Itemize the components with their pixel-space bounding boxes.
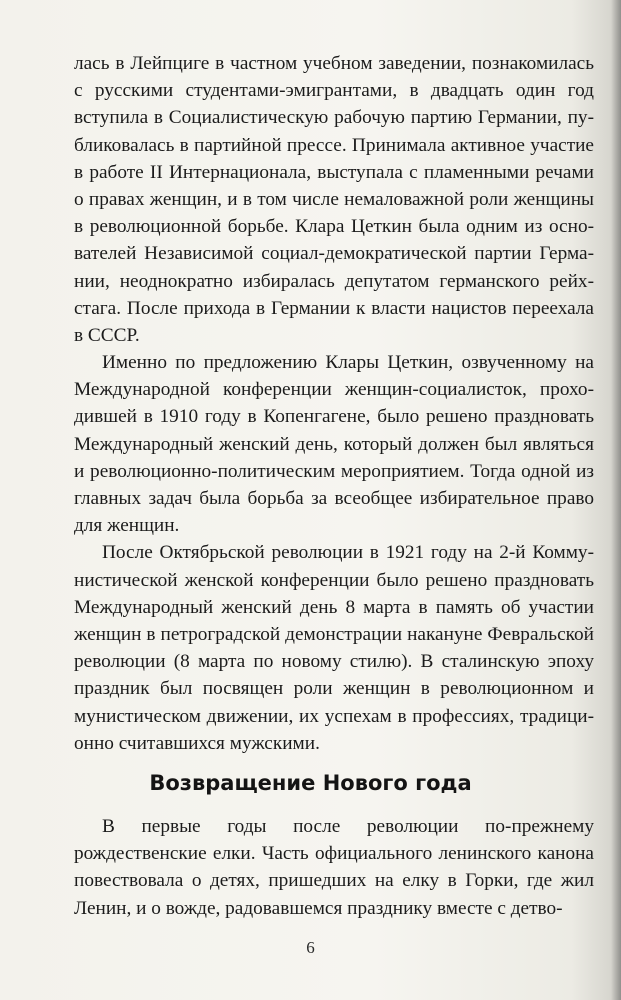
body-text-bottom (74, 813, 594, 922)
paragraph (74, 539, 594, 757)
text-line: революции (8 марта по новому стилю). В сталинскую эпоху (74, 651, 594, 673)
paragraph (74, 349, 594, 539)
text-line: нистической женской конференции было решено праздновать (74, 569, 594, 591)
page-number: 6 (306, 938, 315, 957)
text-line: Именно по предложению Клары Цеткин, озвученному на (102, 352, 594, 374)
text-line: После Октябрьской революции в 1921 году на 2-й Комму- (102, 542, 594, 564)
text-line: и революционно-политическим мероприятием. Тогда одной из (74, 460, 594, 482)
text-line: онно считавшихся мужскими. (74, 732, 320, 754)
text-line: повествовала о детях, пришедших на елку в Горки, где жил (74, 870, 594, 892)
text-line: мунистическом движении, их успехам в профессиях, традици- (74, 705, 594, 727)
text-line: о правах женщин, и в том числе немаловажной роли женщины (74, 188, 594, 210)
text-line: вступила в Социалистическую рабочую партию Германии, пу- (74, 107, 594, 129)
text-line: с русскими студентами-эмигрантами, в двадцать один год (74, 80, 594, 102)
text-line: Ленин, и о вожде, радовавшемся празднику вместе с детво- (74, 897, 563, 919)
text-line: для женщин. (74, 515, 180, 537)
text-line: стага. После прихода в Германии к власти нацистов переехала (74, 297, 594, 319)
page-edge-shadow (611, 0, 621, 1000)
paragraph (74, 50, 594, 349)
text-line: Международный женский день, который должен был являться (74, 433, 594, 455)
section-heading: Возвращение Нового года (149, 771, 472, 795)
text-line: нии, неоднократно избиралась депутатом германского рейх- (74, 270, 594, 292)
text-line: в СССР. (74, 324, 140, 346)
body-text-top (74, 50, 594, 757)
paragraph (74, 813, 594, 922)
text-line: дившей в 1910 году в Копенгагене, было решено праздновать (74, 406, 594, 428)
text-line: в работе II Интернационала, выступала с пламенными речами (74, 161, 594, 183)
text-line: главных задач была борьба за всеобщее избирательное право (74, 488, 594, 510)
text-line: женщин в петроградской демонстрации накануне Февральской (74, 623, 594, 645)
text-line: в революционной борьбе. Клара Цеткин была одним из осно- (74, 216, 594, 238)
text-line: вателей Независимой социал-демократической партии Герма- (74, 243, 594, 265)
text-line: праздник был посвящен роли женщин в революционном и (74, 678, 594, 700)
text-line: рождественские елки. Часть официального ленинского канона (74, 843, 594, 865)
text-line: бликовалась в партийной прессе. Принимала активное участие (74, 134, 594, 156)
text-line: Международной конференции женщин-социалисток, прохо- (74, 379, 594, 401)
text-line: В первые годы после революции по-прежнему (102, 816, 594, 837)
text-line: Международный женский день 8 марта в память об участии (74, 596, 594, 618)
text-line: лась в Лейпциге в частном учебном заведении, познакомилась (74, 53, 594, 74)
